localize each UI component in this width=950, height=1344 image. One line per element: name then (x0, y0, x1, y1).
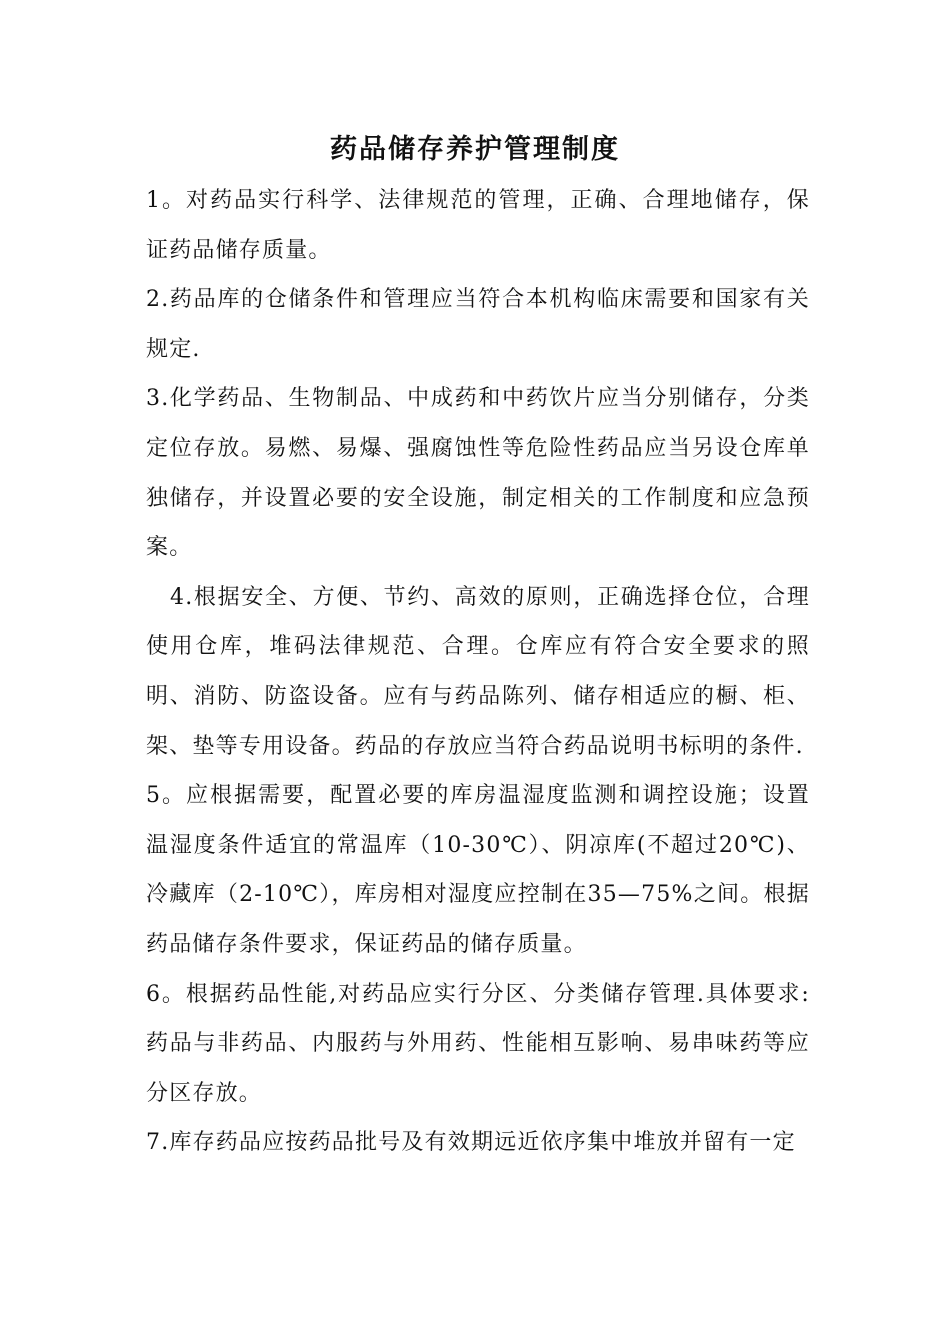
paragraph-5: 5。应根据需要，配置必要的库房温湿度监测和调控设施；设置温湿度条件适宜的常温库（10-30℃）、阴凉库(不超过20℃)、冷藏库（2-10℃），库房相对湿度应控制在35—75%之间。根据药品储存条件要求，保证药品的储存质量。 (146, 783, 810, 957)
document-title: 药品储存养护管理制度 (330, 134, 620, 165)
paragraph-4: 4.根据安全、方便、节约、高效的原则，正确选择仓位，合理使用仓库，堆码法律规范、合理。仓库应有符合安全要求的照明、消防、防盗设备。应有与药品陈列、储存相适应的橱、柜、架、垫等专用设备。药品的存放应当符合药品说明书标明的条件. (146, 584, 810, 759)
paragraph-3: 3.化学药品、生物制品、中成药和中药饮片应当分别储存，分类定位存放。易燃、易爆、强腐蚀性等危险性药品应当另设仓库单独储存，并设置必要的安全设施，制定相关的工作制度和应急预案。 (146, 386, 810, 561)
document-body (146, 176, 810, 1168)
paragraph-7: 7.库存药品应按药品批号及有效期远近依序集中堆放并留有一定 (146, 1130, 796, 1156)
paragraph-6: 6。根据药品性能,对药品应实行分区、分类储存管理.具体要求:药品与非药品、内服药与外用药、性能相互影响、易串味药等应分区存放。 (146, 981, 810, 1106)
paragraph-2: 2.药品库的仓储条件和管理应当符合本机构临床需要和国家有关规定. (146, 287, 810, 362)
paragraph-1: 1。对药品实行科学、法律规范的管理，正确、合理地储存，保证药品储存质量。 (146, 188, 810, 263)
